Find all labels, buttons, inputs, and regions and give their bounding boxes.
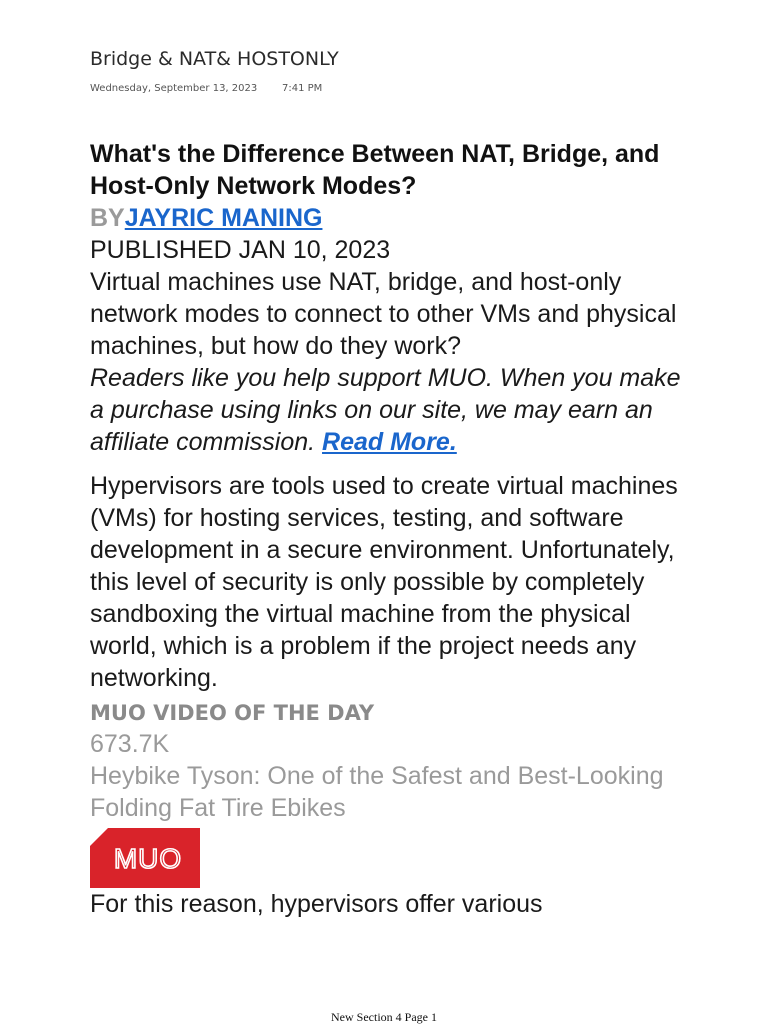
page-footer: New Section 4 Page 1 (331, 1010, 437, 1024)
article-headline: What's the Difference Between NAT, Bridge, and Host-Only Network Modes? (90, 140, 660, 200)
byline-prefix: BY (90, 204, 125, 232)
note-date: Wednesday, September 13, 2023 (90, 83, 258, 94)
muo-logo-graphic (90, 828, 200, 888)
video-of-the-day-label: MUO VIDEO OF THE DAY (90, 701, 375, 725)
article-lead: Virtual machines use NAT, bridge, and host-only network modes to connect to other VMs and physical machines, but how do they work? (90, 268, 677, 360)
disclaimer-text: Readers like you help support MUO. When you make a purchase using links on our site, we may earn an affiliate commission. (90, 364, 681, 456)
affiliate-disclaimer (90, 362, 690, 458)
video-views: 673.7K (90, 730, 170, 758)
article-continuation: For this reason, hypervisors offer various (90, 890, 543, 918)
note-title: Bridge & NAT& HOSTONLY (90, 48, 339, 70)
video-title[interactable]: Heybike Tyson: One of the Safest and Best-Looking Folding Fat Tire Ebikes (90, 762, 664, 822)
read-more-link[interactable]: Read More. (322, 428, 457, 456)
author-link[interactable]: JAYRIC MANING (124, 204, 323, 232)
published-date: PUBLISHED JAN 10, 2023 (90, 236, 391, 264)
muo-logo (90, 828, 200, 888)
article-body: Hypervisors are tools used to create virtual machines (VMs) for hosting services, testing, and software development in a secure environment. Unfortunately, this level of security is only possible by completely sandboxing the virtual machine from the physical world, which is a problem if the project needs any networking. (90, 472, 678, 692)
article-content (90, 138, 690, 920)
byline (90, 202, 690, 234)
svg-text:MUO: MUO (113, 843, 183, 874)
note-time: 7:41 PM (282, 83, 323, 94)
